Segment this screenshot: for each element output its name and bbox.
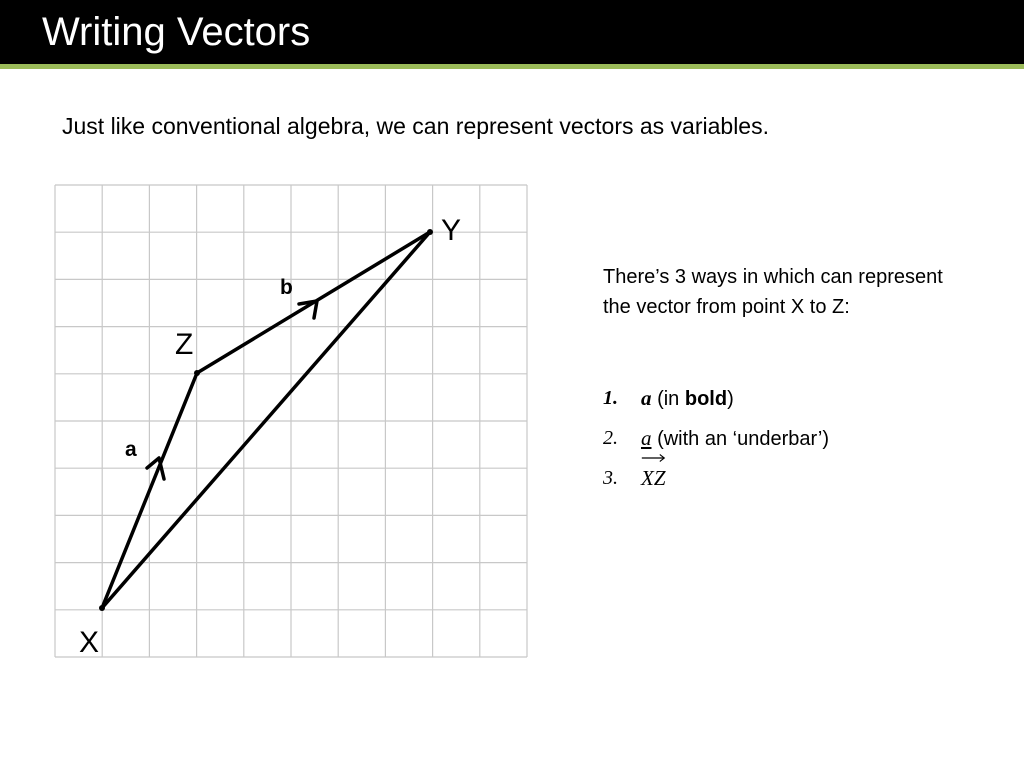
explanation-text: There’s 3 ways in which can represent the vector from point X to Z:: [603, 266, 943, 318]
point-z-label: Z: [175, 328, 194, 361]
intro-text: Just like conventional algebra, we can represent vectors as variables.: [62, 113, 769, 139]
vector-b-label: b: [280, 276, 293, 299]
point-x-dot: [99, 605, 105, 611]
point-x-label: X: [79, 626, 100, 659]
bold-vector-symbol: a: [641, 386, 652, 410]
vector-lines: [102, 232, 430, 608]
point-y-dot: [427, 229, 433, 235]
notation-text-pre: (in: [657, 388, 685, 410]
list-number: 1.: [603, 387, 618, 409]
slide-title: Writing Vectors: [42, 10, 311, 54]
point-y-label: Y: [441, 214, 462, 247]
notation-text-bold: bold: [684, 388, 728, 410]
grid: [55, 185, 527, 657]
arrow-vector-symbol: XZ: [641, 466, 666, 490]
notation-text: (with an ‘underbar’): [657, 428, 829, 450]
list-number: 2.: [603, 427, 618, 449]
right-arrow-icon: [641, 453, 666, 463]
vector-xy-line: [102, 232, 430, 608]
vector-a-label: a: [125, 438, 137, 461]
underbar-vector-symbol: a: [641, 426, 652, 450]
notation-text-post: ): [727, 388, 734, 410]
list-number: 3.: [603, 467, 618, 489]
point-z-dot: [194, 370, 200, 376]
